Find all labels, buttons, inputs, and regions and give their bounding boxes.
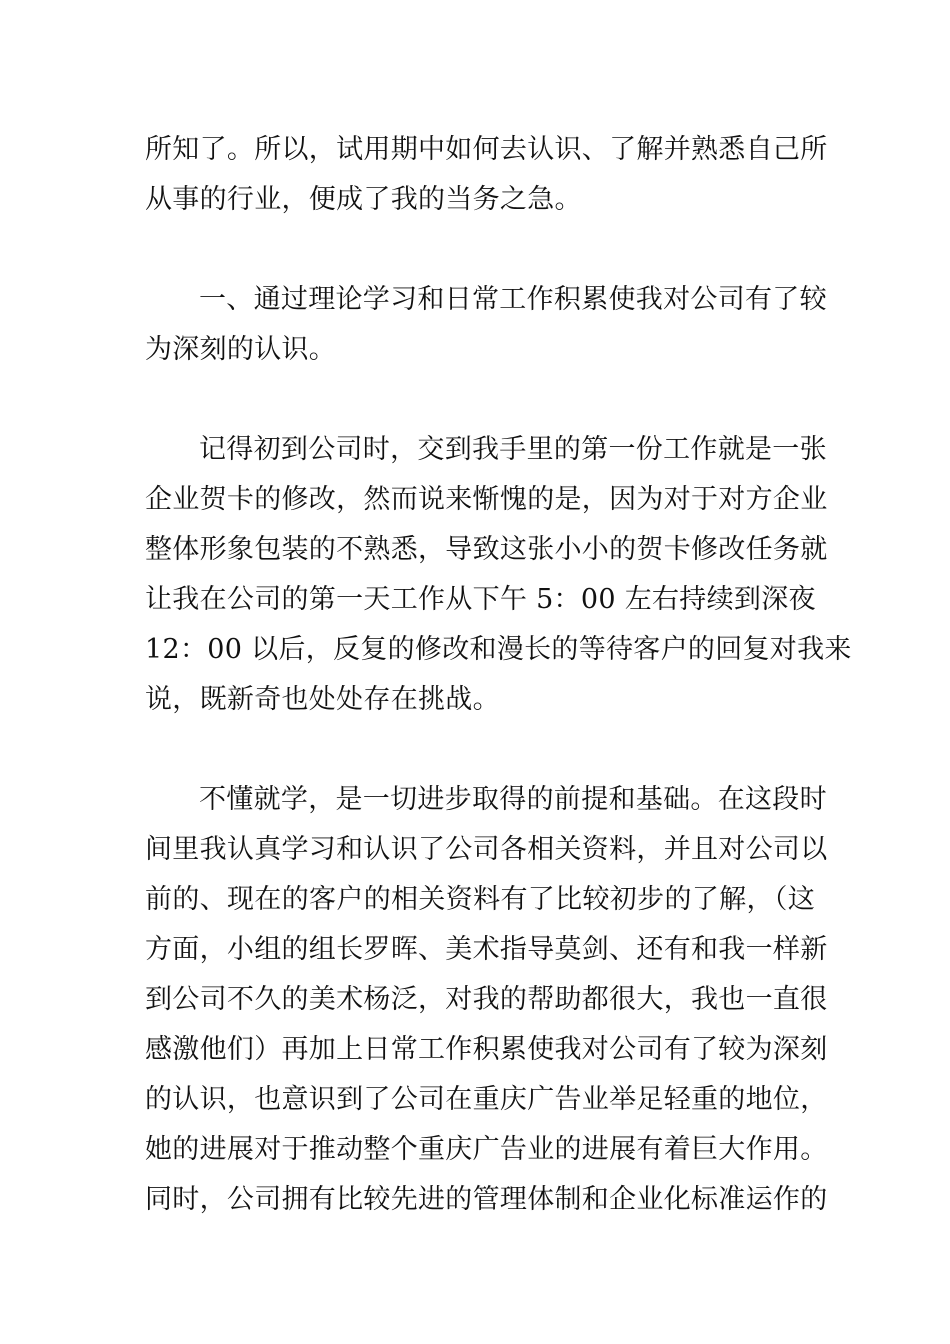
paragraph-4-line-4: 方面，小组的组长罗晖、美术指导莫剑、还有和我一样新	[145, 934, 828, 965]
paragraph-2-line-2: 为深刻的认识。	[145, 334, 337, 365]
paragraph-4-line-7: 的认识，也意识到了公司在重庆广告业举足轻重的地位，	[145, 1084, 828, 1115]
paragraph-4-line-6: 感激他们）再加上日常工作积累使我对公司有了较为深刻	[145, 1034, 828, 1065]
paragraph-1-line-2: 从事的行业，便成了我的当务之急。	[145, 184, 582, 215]
paragraph-2-line-1: 一、通过理论学习和日常工作积累使我对公司有了较	[199, 284, 827, 315]
paragraph-3-line-1: 记得初到公司时，交到我手里的第一份工作就是一张	[199, 434, 827, 465]
paragraph-3-line-2: 企业贺卡的修改，然而说来惭愧的是，因为对于对方企业	[145, 484, 828, 515]
paragraph-3-line-4: 让我在公司的第一天工作从下午 5：00 左右持续到深夜	[145, 584, 816, 615]
paragraph-4-line-2: 间里我认真学习和认识了公司各相关资料，并且对公司以	[145, 834, 828, 865]
paragraph-4-line-9: 同时，公司拥有比较先进的管理体制和企业化标准运作的	[145, 1184, 828, 1215]
paragraph-4-line-8: 她的进展对于推动整个重庆广告业的进展有着巨大作用。	[145, 1134, 828, 1165]
paragraph-4-line-3: 前的、现在的客户的相关资料有了比较初步的了解，（这	[145, 884, 815, 915]
paragraph-4-line-1: 不懂就学，是一切进步取得的前提和基础。在这段时	[199, 784, 827, 815]
paragraph-4-line-5: 到公司不久的美术杨泛，对我的帮助都很大，我也一直很	[145, 984, 828, 1015]
paragraph-3-line-3: 整体形象包装的不熟悉，导致这张小小的贺卡修改任务就	[145, 534, 828, 565]
paragraph-1-line-1: 所知了。所以，试用期中如何去认识、了解并熟悉自己所	[145, 134, 828, 165]
paragraph-3-line-5: 12：00 以后，反复的修改和漫长的等待客户的回复对我来	[145, 634, 852, 665]
paragraph-3-line-6: 说，既新奇也处处存在挑战。	[145, 684, 500, 715]
